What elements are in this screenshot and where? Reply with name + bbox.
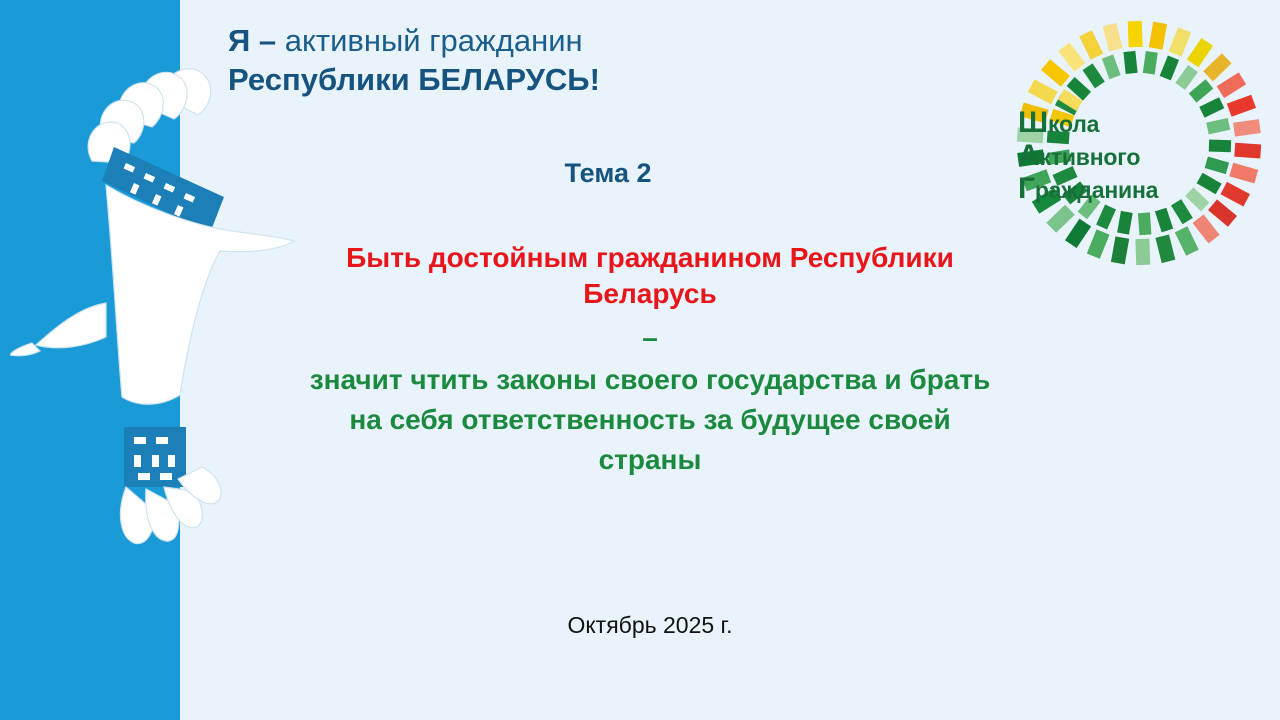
logo-line-2-cap: А — [1018, 139, 1040, 172]
topic-label: Тема 2 — [564, 158, 652, 188]
title-line-1 — [228, 22, 988, 61]
title-line-2: Республики БЕЛАРУСЬ! — [228, 61, 600, 97]
dash-separator: – — [642, 322, 658, 353]
logo-wordmark — [1018, 108, 1233, 207]
date-label: Октябрь 2025 г. — [567, 612, 733, 638]
logo-line-3-cap: Г — [1018, 172, 1035, 205]
white-stork-illustration — [10, 55, 310, 545]
logo-line-1-rest: кола — [1047, 111, 1100, 137]
subtext-body: значит чтить законы своего государства и брать на себя ответственность за будущее своей страны — [309, 364, 991, 475]
slide-title — [228, 22, 988, 100]
logo-line-3 — [1018, 174, 1233, 204]
logo-line-1 — [1018, 108, 1233, 138]
logo-line-2 — [1018, 141, 1233, 171]
title-line-1-rest: активный гражданин — [284, 23, 583, 58]
headline-text: Быть достойным гражданином Республики Беларусь — [346, 242, 954, 310]
logo-line-3-rest: ражданина — [1034, 177, 1159, 203]
logo-line-1-cap: Ш — [1018, 106, 1048, 139]
logo-line-2-rest: ктивного — [1039, 144, 1141, 170]
title-line-1-bold: Я – — [228, 23, 285, 58]
